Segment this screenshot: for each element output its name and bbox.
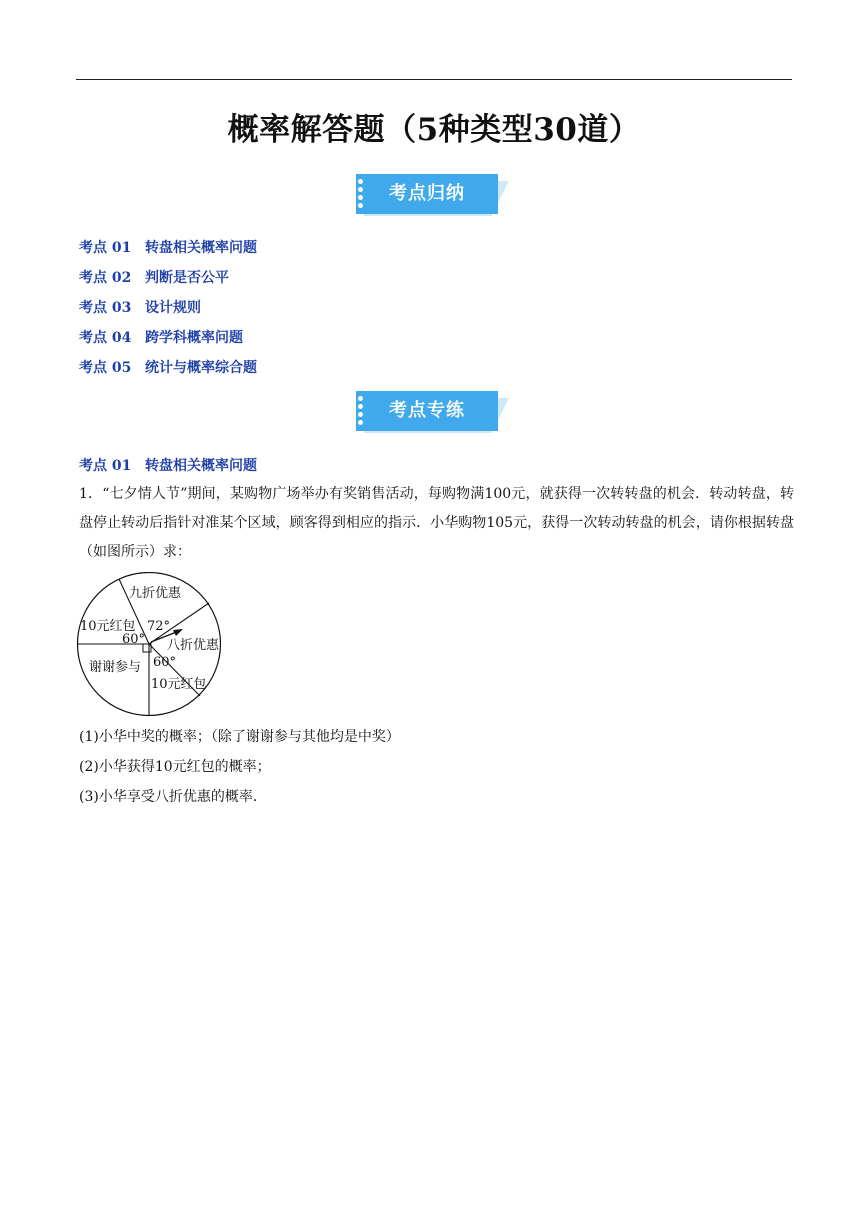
angle-label-2: 60° — [122, 632, 146, 647]
header-rule — [76, 79, 792, 80]
sector-label-4: 谢谢参与 — [89, 660, 142, 675]
section-heading: 考点 01 转盘相关概率问题 — [79, 458, 257, 474]
angle-label-1: 72° — [147, 619, 171, 634]
outline-item-4: 考点 04 跨学科概率问题 — [79, 330, 243, 346]
angle-label-3: 60° — [153, 655, 177, 670]
question-3: (3)小华享受八折优惠的概率． — [79, 789, 267, 805]
sector-label-1: 九折优惠 — [129, 586, 182, 601]
sector-label-2: 八折优惠 — [167, 638, 220, 653]
banner-summary — [356, 174, 516, 218]
banner-summary-label: 考点归纳 — [389, 183, 465, 204]
problem-text: 1．“七夕情人节”期间，某购物广场举办有奖销售活动，每购物满100元，就获得一次转转盘的机会．转动转盘，转盘停止转动后指针对准某个区域，顾客得到相应的指示．小华购物105元，获得一次转动转盘的机会，请你根据转盘（如图所示）求： — [79, 486, 794, 560]
sector-label-5: 10元红包 — [151, 677, 207, 692]
page-title: 概率解答题（5种类型30道） — [227, 112, 641, 148]
question-1: (1)小华中奖的概率；（除了谢谢参与其他均是中奖） — [79, 729, 400, 745]
banner-practice — [356, 391, 516, 435]
pointer-arrow-icon — [173, 629, 183, 636]
outline-item-1: 考点 01 转盘相关概率问题 — [79, 240, 257, 256]
outline-item-2: 考点 02 判断是否公平 — [79, 270, 229, 286]
spinner-figure — [76, 572, 226, 718]
outline-item-5: 考点 05 统计与概率综合题 — [79, 360, 257, 376]
question-2: (2)小华获得10元红包的概率； — [79, 759, 271, 775]
sector-label-3: 10元红包 — [80, 619, 136, 634]
outline-item-3: 考点 03 设计规则 — [79, 300, 201, 316]
banner-practice-label: 考点专练 — [389, 400, 465, 421]
